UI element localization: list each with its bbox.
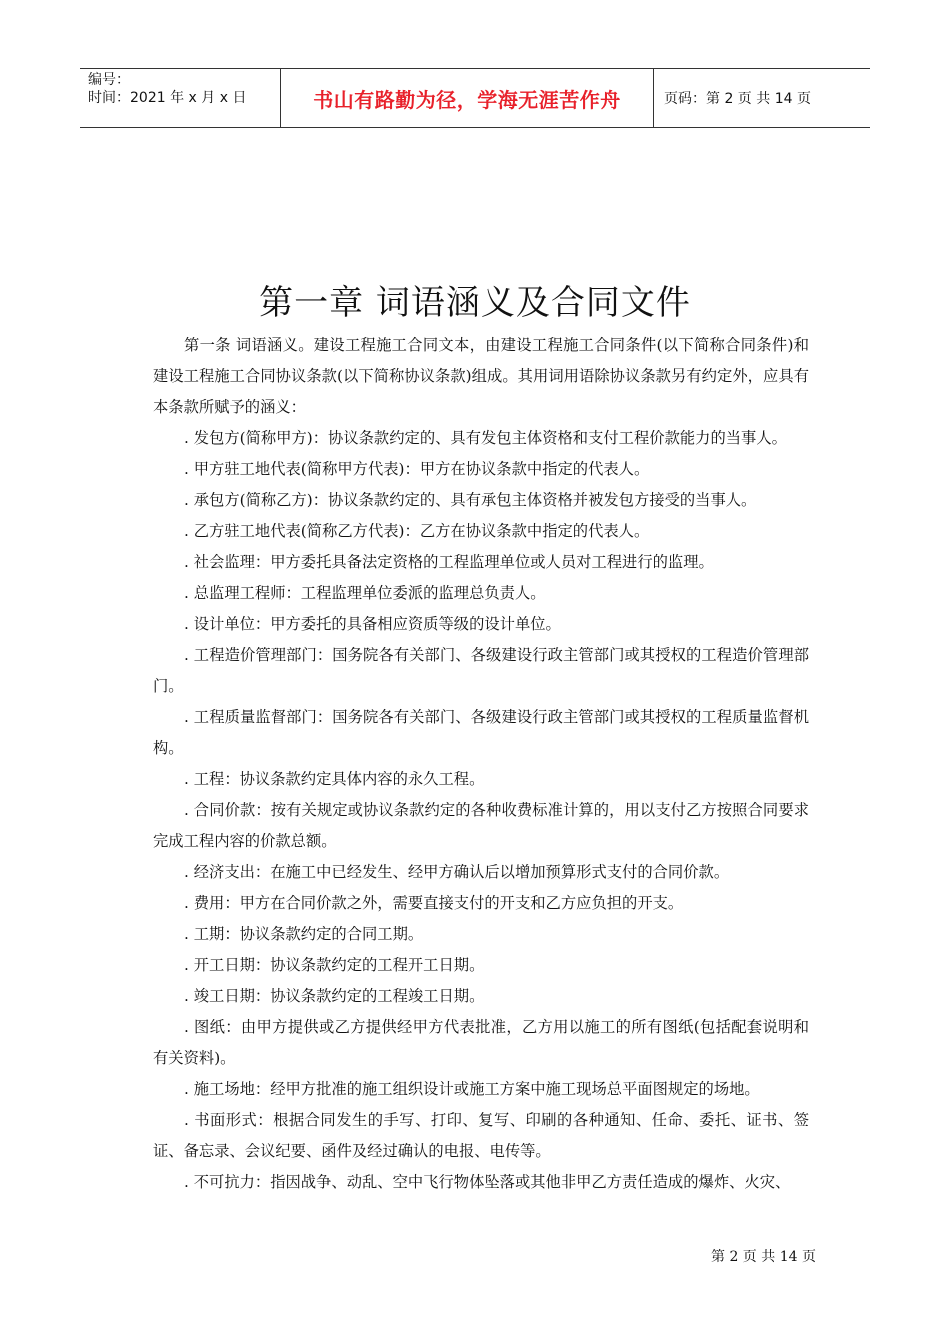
document-body [153, 330, 809, 1198]
definition-item: . 发包方(简称甲方)：协议条款约定的、具有发包主体资格和支付工程价款能力的当事人。 [184, 429, 787, 447]
definition-item: . 工程：协议条款约定具体内容的永久工程。 [184, 770, 485, 788]
definition-item: . 总监理工程师：工程监理单位委派的监理总负责人。 [184, 584, 546, 602]
definition-item: . 工期：协议条款约定的合同工期。 [184, 925, 424, 943]
header-page-number: 页码：第 2 页 共 14 页 [664, 91, 811, 107]
document-time-label: 时间：2021 年 x 月 x 日 [88, 90, 247, 106]
header-meta-cell [80, 69, 281, 127]
header-motto: 书山有路勤为径，学海无涯苦作舟 [281, 69, 654, 127]
definition-item: . 不可抗力：指因战争、动乱、空中飞行物体坠落或其他非甲乙方责任造成的爆炸、火灾、 [184, 1173, 791, 1191]
chapter-title: 第一章 词语涵义及合同文件 [259, 283, 691, 323]
definition-item: . 社会监理：甲方委托具备法定资格的工程监理单位或人员对工程进行的监理。 [184, 553, 714, 571]
definition-item: . 工程造价管理部门：国务院各有关部门、各级建设行政主管部门或其授权的工程造价管理部门。 [153, 646, 809, 695]
definition-item: . 费用：甲方在合同价款之外，需要直接支付的开支和乙方应负担的开支。 [184, 894, 684, 912]
definition-item: . 承包方(简称乙方)：协议条款约定的、具有承包主体资格并被发包方接受的当事人。 [184, 491, 757, 509]
paragraph: 第一条 词语涵义。建设工程施工合同文本，由建设工程施工合同条件(以下简称合同条件)和建设工程施工合同协议条款(以下简称协议条款)组成。其用词用语除协议条款另有约定外，应具有本条款所赋予的涵义： [153, 336, 809, 416]
definition-item: . 竣工日期：协议条款约定的工程竣工日期。 [184, 987, 485, 1005]
definition-item: . 甲方驻工地代表(简称甲方代表)：甲方在协议条款中指定的代表人。 [184, 460, 650, 478]
definition-item: . 书面形式：根据合同发生的手写、打印、复写、印刷的各种通知、任命、委托、证书、签证、备忘录、会议纪要、函件及经过确认的电报、电传等。 [153, 1111, 809, 1160]
definition-item: . 图纸：由甲方提供或乙方提供经甲方代表批准，乙方用以施工的所有图纸(包括配套说明和有关资料)。 [153, 1018, 809, 1067]
definition-item: . 经济支出：在施工中已经发生、经甲方确认后以增加预算形式支付的合同价款。 [184, 863, 730, 881]
footer-page-number: 第 2 页 共 14 页 [711, 1249, 816, 1265]
definition-item: . 施工场地：经甲方批准的施工组织设计或施工方案中施工现场总平面图规定的场地。 [184, 1080, 760, 1098]
definition-item: . 设计单位：甲方委托的具备相应资质等级的设计单位。 [184, 615, 561, 633]
definition-item: . 合同价款：按有关规定或协议条款约定的各种收费标准计算的，用以支付乙方按照合同要求完成工程内容的价款总额。 [153, 801, 809, 850]
document-number-label: 编号： [88, 72, 130, 88]
page-header [80, 68, 870, 128]
definition-item: . 工程质量监督部门：国务院各有关部门、各级建设行政主管部门或其授权的工程质量监督机构。 [153, 708, 809, 757]
definition-item: . 乙方驻工地代表(简称乙方代表)：乙方在协议条款中指定的代表人。 [184, 522, 650, 540]
definition-item: . 开工日期：协议条款约定的工程开工日期。 [184, 956, 485, 974]
